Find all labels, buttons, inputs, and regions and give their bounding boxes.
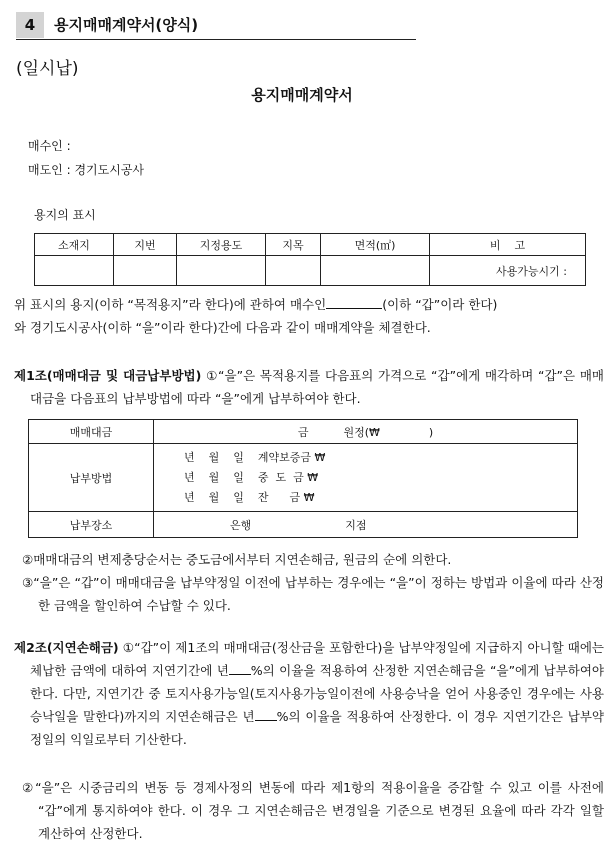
land-cell [177, 256, 266, 286]
land-cell [266, 256, 321, 286]
pay-method-line: 년 월 일 계약보증금 ₩ [184, 450, 326, 464]
pay-label-method: 납부방법 [29, 444, 154, 512]
payment-table [28, 419, 578, 538]
land-header-zoning: 지정용도 [177, 234, 266, 256]
pay-method-line: 년 월 일 중 도 금 ₩ [184, 470, 319, 484]
article-1-text: ①“을”은 목적용지를 다음표의 가격으로 “갑”에게 매각하며 “갑”은 매매대금을 다음표의 납부방법에 따라 “을”에게 납부하여야 한다. [30, 368, 604, 406]
article-1-clause-3: ③“을”은 “갑”이 매매대금을 납부약정일 이전에 납부하는 경우에는 “을”이 정하는 방법과 이율에 따라 산정한 금액을 할인하여 수납할 수 있다. [22, 575, 604, 613]
article-2-text-1: ①“갑”이 제1조의 매매대금(정산금을 포함한다)을 납부약정일에 지급하지 아니할 때에는 체납한 금액에 대하여 지연기간에 년 [30, 640, 604, 678]
intro-paragraph [14, 293, 588, 339]
land-header-category: 지목 [266, 234, 321, 256]
land-header-lot: 지번 [114, 234, 177, 256]
rate-blank [255, 707, 277, 721]
pay-place-bank: 은행 [230, 518, 252, 532]
pay-label-price: 매매대금 [29, 420, 154, 444]
article-2-text-2: %의 이율을 적용하여 산정한 지연손해금을 “을”에게 납부하여야 한다. 다만, 지연기간 중 토지사용가능일(토지사용가능일이전에 사용승낙을 얻어 사용중인 경우에는 사용승낙일을 말한다)까지의 지연손해금은 년 [30, 663, 604, 724]
intro-text-1b: (이하 “갑”이라 한다) [382, 297, 498, 312]
article-1-title: 제1조(매매대금 및 대금납부방법) [14, 368, 202, 383]
intro-text-2: 와 경기도시공사(이하 “을”이라 한다)간에 다음과 같이 매매계약을 체결한다. [14, 320, 431, 335]
article-1-clause-2: ②매매대금의 변제충당순서는 중도금에서부터 지연손해금, 원금의 순에 의한다. [22, 552, 452, 567]
rate-blank [229, 661, 251, 675]
pay-place-value [154, 512, 578, 538]
section-number-badge: 4 [16, 12, 44, 38]
land-header-area: 면적(㎡) [321, 234, 430, 256]
land-remark-cell: 사용가능시기 : [430, 256, 586, 286]
buyer-name-blank [326, 295, 382, 309]
land-table [34, 233, 586, 286]
land-table-caption: 용지의 표시 [34, 208, 96, 222]
land-cell [35, 256, 114, 286]
land-header-location: 소재지 [35, 234, 114, 256]
article-2 [14, 636, 604, 751]
intro-text-1a: 위 표시의 용지(이하 “목적용지”라 한다)에 관하여 매수인 [14, 297, 327, 312]
pay-method-line: 년 월 일 잔 금 ₩ [184, 490, 315, 504]
buyer-line: 매수인 : [28, 139, 71, 153]
pay-label-place: 납부장소 [29, 512, 154, 538]
land-header-remarks: 비 고 [430, 234, 586, 256]
article-2-title: 제2조(지연손해금) [14, 640, 119, 655]
article-1 [14, 364, 604, 410]
pay-place-branch: 지점 [345, 518, 367, 532]
seller-line: 매도인 : 경기도시공사 [28, 163, 145, 177]
land-cell [321, 256, 430, 286]
pay-method-lines [154, 444, 578, 512]
payment-type-label: (일시납) [16, 59, 79, 79]
land-cell [114, 256, 177, 286]
document-title: 용지매매계약서 [251, 86, 353, 104]
header-divider [16, 39, 416, 40]
section-title: 용지매매계약서(양식) [54, 16, 199, 34]
article-2-clause-2: ②“을”은 시중금리의 변동 등 경제사정의 변동에 따라 제1항의 적용이율을 증감할 수 있고 이를 사전에 “갑”에게 통지하여야 한다. 이 경우 그 지연손해금은 변경일을 기준으로 변경된 요율에 따라 각각 일할 계산하여 산정한다. [22, 780, 604, 841]
article-2-text-3: %의 이율을 적용하여 산정한다. 이 경우 지연기간은 납부약정일의 익일로부터 기산한다. [30, 709, 604, 747]
pay-value-price: 금 원정(₩ ) [154, 420, 578, 444]
